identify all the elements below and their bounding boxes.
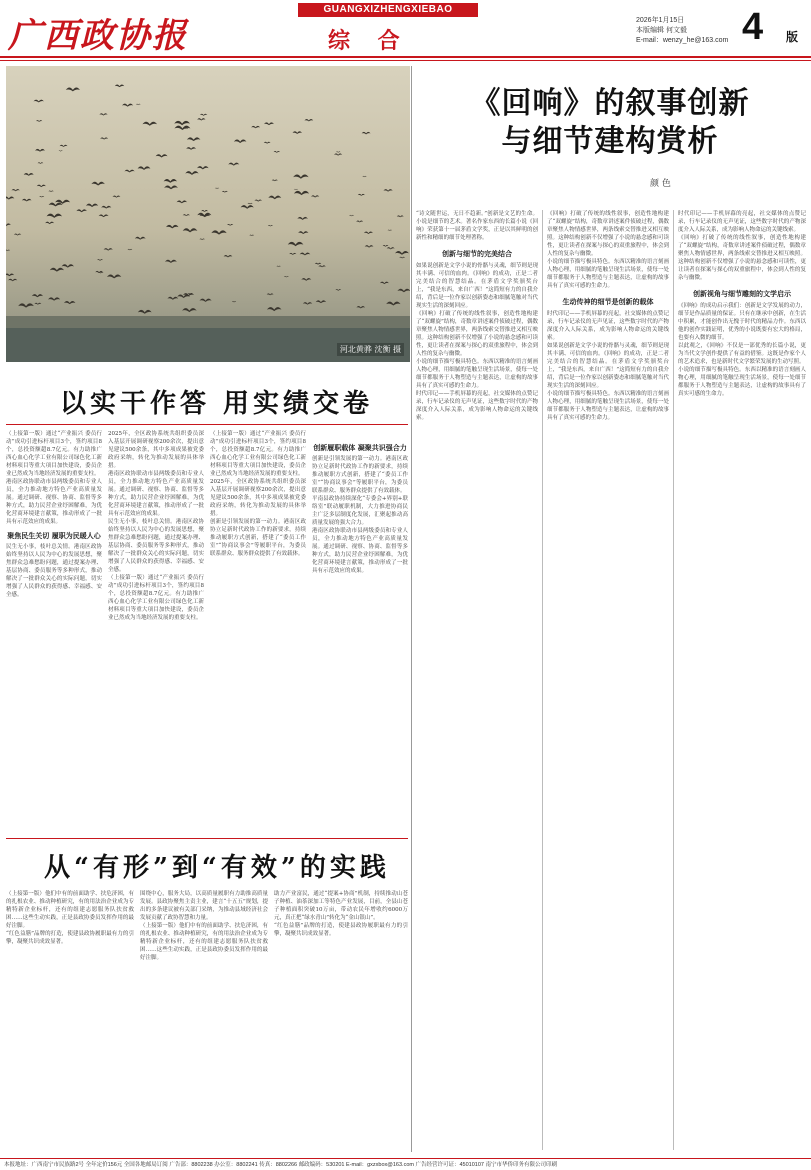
header-rule [0,56,811,58]
paragraph: 《回响》打破了传统的线性叙事，创造性地构建了“双螺旋”结构，奇数章讲述案件侦破过程，偶数章聚焦人物情感世界，两条线索交替推进又相互映照。这种结构创新不仅增强了小说的悬念感和可读性，更让读者在探案与探心的双重旅程中，体会到人性的复杂与幽微。 [678,235,806,281]
paragraph: 小说的细节描写极具特色。东西以精准的语言刻画人物心理，用细腻的笔触呈现生活场景，使每一处细节都服务于人物塑造与主题表达，让虚构的故事具有了真实可感的生命力。 [416,359,538,389]
paragraph: 小说的细节描写极具特色。东西以精准的语言刻画人物心理，用细腻的笔触呈现生活场景，使每一处细节都服务于人物塑造与主题表达，让虚构的故事具有了真实可感的生命力。 [547,391,669,421]
article-1-subheading-2: 创新履职载体 凝聚共识强合力 [313,444,407,452]
column-divider [542,210,543,1150]
paragraph: 助力产业富民，通过“提案+协商”机制，持续推动山苍子种植、油茶深加工等特色产业发展，目前，全县山苍子种植面积突破10万亩，带动农民年增收约6000万元，真正把“绿水青山”转化为“金山银山”。 [274,891,408,921]
right-article-col-2 [547,210,669,1150]
paragraph: 《回响》的成功启示我们：创新是文学发展的动力，细节是作品质量的保证。只有在继承中创新，在生活中积累，才能创作出无愧于时代的精品力作。东西以他的创作实践证明，优秀的小说既要有宏大的格局，也要有入微的细节。 [678,303,806,341]
paragraph: 2025年，全区政协系统共组织委员深入基层开展调研视察200余次，提出意见建议500余条，其中多项成果被党委政府采纳，转化为推动发展的具体举措。 [108,431,204,469]
headline-line-1: 《回响》的叙事创新 [470,86,750,121]
paragraph: “红色益膳”品牌的打造，使建县政协履职最有力的引擎，凝聚共识成效显著。 [6,931,134,945]
article-author: 颜 色 [650,179,671,189]
editor-email: E-mail：wenzy_he@163.com [636,37,729,44]
subheading-1: 创新与细节的完美结合 [442,250,512,258]
left2-article-col-1 [6,890,134,1150]
left-article-col-1 [6,430,102,825]
paragraph: 以此观之，《回响》不仅是一部优秀的长篇小说，更为当代文学创作提供了有益的借鉴。这既是作家个人的艺术追求，也是新时代文学繁荣发展的生动写照。 [678,343,806,365]
page-unit: 版 [786,30,799,44]
paragraph: 时代印记——手机屏幕的亮起，社交媒体的点赞记录，行车记录仪的无声见证，这些数字时代的产物深度介入人际关系，成为影响人物命运的关键线索。 [416,391,538,421]
article-1-subheading-1: 聚焦民生关切 履职为民暖人心 [7,532,101,540]
article-1-rule [6,424,408,425]
lead-paragraph: “诗文随世运，无日不趋新。”创新是文艺的生命。小说是细节的艺术。著名作家东西的长篇小说《回响》荣获第十一届茅盾文学奖，正是以其鲜明的创新性和精细的细节处理著称。 [416,211,538,241]
paragraph: 平南县政协持续深化“专委会+界别+联络室”联动履职机制，大力推进协商民主广泛多层制度化发展，汇聚起推动高质量发展的强大合力。 [312,496,408,526]
masthead [0,0,811,60]
paragraph: 民生无小事，枝叶总关情。港南区政协始终坚持以人民为中心的发展思想，聚焦群众急难愁盼问题，通过提案办理、基层协商、委员服务等多种形式，推动解决了一批群众关心的实际问题，切实增强了人民群众的获得感、幸福感、安全感。 [108,519,204,573]
page-footer: 本报地址：广西南宁市民族路2号 全年定价156元 全国各地邮局订阅 广告部：8802238 办公室：8802241 传真：8802266 邮政编码：530201 E-mail：gxzxbox@163.com 广告经营许可证：45010107 南宁市华侨印务有限公司印刷 [0,1158,811,1170]
paragraph: 港南区政协联动市县两级委员和专业人员，全力推动地方特色产业高质量发展。通过调研、视察、协商、监督等多种方式，助力民营企业纾困解难，为优化营商环境建言献策，推动形成了一批具有示范效应的成果。 [312,528,408,574]
bird-flock-photo [6,66,410,362]
paragraph: （上接第一版）他们中有的前面助学、扶危济困，有的扎根农业、推动种植研究，有的用法治企业成为专精特新企业标杆，还有的组建志愿服务队扶贫救困……这些生动实践，正是县政协委员发挥作用的最好注脚。 [140,923,268,961]
paragraph: 围绕中心，服务大局，以高质量履职有力助推高质量发展。县政协聚焦主责主业，建言“十五五”规划，提出的多条建议被有关部门采纳，为推动县域经济社会发展贡献了政协智慧和力量。 [140,891,268,921]
paragraph: “红色益膳”品牌的打造，使建县政协履职最有力的引擎，凝聚共识成效显著。 [274,923,408,937]
paragraph: 《回响》打破了传统的线性叙事，创造性地构建了“双螺旋”结构，奇数章讲述案件侦破过程，偶数章聚焦人物情感世界，两条线索交替推进又相互映照。这种结构创新不仅增强了小说的悬念感和可读性，更让读者在探案与探心的双重旅程中，体会到人性的复杂与幽微。 [547,211,669,257]
paragraph: （上接第一版）他们中有的前面助学、扶危济困，有的扎根农业、推动种植研究，有的用法治企业成为专精特新企业标杆，还有的组建志愿服务队扶贫救困……这些生动实践，正是县政协委员发挥作用的最好注脚。 [6,891,134,929]
paragraph: （上接第一版）通过“产业振兴 委员行动”成功引进标杆项目3个，签约项目8个，总投资额超8.7亿元。有力助推广西心血心化学工业有限公司绿色化工新材料项目等重大项目加快建设，委员企业已然成为当地经济发展的重要支柱。 [210,431,306,477]
article-1-title: 以实干作答 用实绩交卷 [60,389,374,419]
page-editor: 本版编辑 何文毅 [636,27,687,34]
paragraph: （上接第一版）通过“产业振兴 委员行动”成功引进标杆项目3个，签约项目8个，总投资额超8.7亿元。有力助推广西心血心化学工业有限公司绿色化工新材料项目等重大项目加快建设，委员企业已然成为当地经济发展的重要支柱。 [6,431,102,477]
paragraph: 2025年，全区政协系统共组织委员深入基层开展调研视察200余次，提出意见建议500余条，其中多项成果被党委政府采纳，转化为推动发展的具体举措。 [210,479,306,517]
article-2-title: 从“有形”到“有效”的实践 [44,853,390,883]
subheading-3: 创新视角与细节雕刻的文学启示 [693,290,791,298]
newspaper-logo: 广西政协报 [8,16,188,56]
paragraph: 小说的细节描写极具特色。东西以精准的语言刻画人物心理，用细腻的笔触呈现生活场景，使每一处细节都服务于人物塑造与主题表达，让虚构的故事具有了真实可感的生命力。 [547,259,669,289]
left2-article-col-2 [140,890,268,1150]
paragraph: 创新是引领发展的第一动力。港南区政协立足新时代政协工作的新要求，持续推动履职方式创新，搭建了“委员工作室”“协商议事会”等履职平台，为委员联系群众、服务群众提供了有效载体。 [210,519,306,557]
paragraph: 时代印记——手机屏幕的亮起，社交媒体的点赞记录，行车记录仪的无声见证，这些数字时代的产物深度介入人际关系，成为影响人物命运的关键线索。 [547,311,669,341]
paragraph: 创新是引领发展的第一动力。港南区政协立足新时代政协工作的新要求，持续推动履职方式创新，搭建了“委员工作室”“协商议事会”等履职平台，为委员联系群众、服务群众提供了有效载体。 [312,456,408,494]
paragraph: 如果说创新是文学小说的骨骼与灵魂，细节则是现其丰满、可信的血肉。《回响》的成功，正是二者完美结合的智慧结晶。在茅盾文学奖颁奖台上，“我是东西，来自广西！”这简短有力的自我介绍，背后是一位作家以创新姿态和细腻笔触对当代现实生活的深刻回应。 [416,263,538,309]
left-article-col-4 [312,430,408,825]
paragraph: 《回响》打破了传统的线性叙事，创造性地构建了“双螺旋”结构，奇数章讲述案件侦破过程，偶数章聚焦人物情感世界，两条线索交替推进又相互映照。这种结构创新不仅增强了小说的悬念感和可读性，更让读者在探案与探心的双重旅程中，体会到人性的复杂与幽微。 [416,311,538,357]
issue-info [636,16,728,46]
photo-credit: 河北黄骅 沈衡 摄 [337,343,404,356]
paragraph: 港南区政协联动市县两级委员和专业人员，全力推动地方特色产业高质量发展。通过调研、视察、协商、监督等多种方式，助力民营企业纾困解难，为优化营商环境建言献策，推动形成了一批具有示范效应的成果。 [108,471,204,517]
paragraph: 港南区政协联动市县两级委员和专业人员，全力推动地方特色产业高质量发展。通过调研、视察、协商、监督等多种方式，助力民营企业纾困解难，为优化营商环境建言献策，推动形成了一批具有示范效应的成果。 [6,479,102,525]
page-divider [411,66,412,1152]
right-article-col-3 [678,210,806,1150]
section-title: 综 合 [328,28,410,54]
header-rule-thin [0,60,811,61]
paragraph: 小说的细节描写极具特色。东西以精准的语言刻画人物心理，用细腻的笔触呈现生活场景，使每一处细节都服务于人物塑造与主题表达，让虚构的故事具有了真实可感的生命力。 [678,367,806,397]
column-divider [673,210,674,1150]
left-article-col-3 [210,430,306,825]
left2-article-col-3 [274,890,408,1150]
birds-illustration [6,66,410,362]
subheading-2: 生动传神的细节是创新的载体 [562,298,654,306]
page-number: 4 [742,6,764,48]
paragraph: 民生无小事，枝叶总关情。港南区政协始终坚持以人民为中心的发展思想，聚焦群众急难愁盼问题，通过提案办理、基层协商、委员服务等多种形式，推动解决了一批群众关心的实际问题，切实增强了人民群众的获得感、幸福感、安全感。 [6,544,102,598]
paragraph: 如果说创新是文学小说的骨骼与灵魂，细节则是现其丰满、可信的血肉。《回响》的成功，正是二者完美结合的智慧结晶。在茅盾文学奖颁奖台上，“我是东西，来自广西！”这简短有力的自我介绍，背后是一位作家以创新姿态和细腻笔触对当代现实生活的深刻回应。 [547,343,669,389]
issue-date: 2026年1月15日 [636,17,685,24]
headline-line-2: 与细节建构赏析 [501,124,719,159]
article-2-rule [6,838,408,839]
right-article-col-1 [416,210,538,1150]
left-article-col-2 [108,430,204,825]
paragraph: （上接第一版）通过“产业振兴 委员行动”成功引进标杆项目3个，签约项目8个，总投资额超8.7亿元。有力助推广西心血心化学工业有限公司绿色化工新材料项目等重大项目加快建设，委员企业已然成为当地经济发展的重要支柱。 [108,575,204,621]
pinyin-bar: GUANGXIZHENGXIEBAO [298,3,478,17]
paragraph: 时代印记——手机屏幕的亮起，社交媒体的点赞记录，行车记录仪的无声见证，这些数字时代的产物深度介入人际关系，成为影响人物命运的关键线索。 [678,211,806,233]
